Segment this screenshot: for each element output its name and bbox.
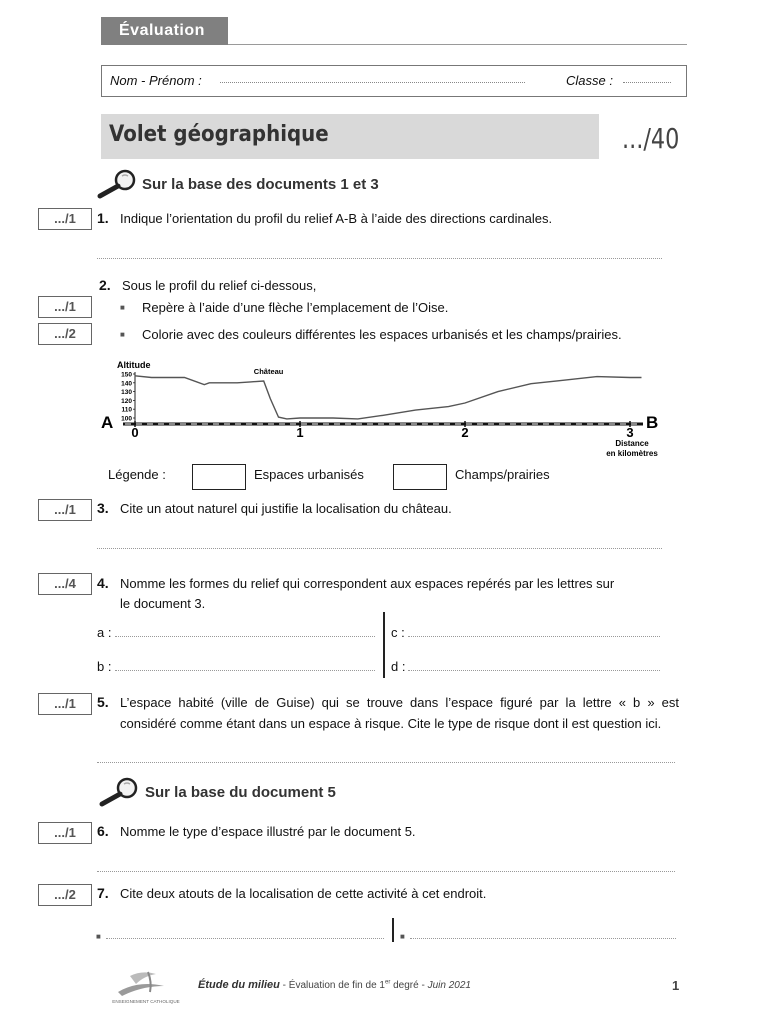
q5-number: 5. — [97, 694, 109, 710]
score-q4: .../4 — [38, 573, 92, 595]
footer-info — [198, 979, 471, 991]
q1-number: 1. — [97, 210, 109, 226]
q1-text: Indique l’orientation du profil du relief A-B à l’aide des directions cardinales. — [120, 211, 553, 226]
bullet-icon: ■ — [96, 932, 101, 941]
q7-text: Cite deux atouts de la localisation de cette activité à cet endroit. — [120, 886, 487, 901]
footer-info-prefix: - Évaluation de fin de 1 — [279, 980, 385, 991]
q4-answer-d[interactable] — [408, 670, 660, 671]
x-tick-label: 2 — [461, 425, 469, 440]
q4-label-c: c : — [391, 625, 405, 640]
section-title: Volet géographique — [109, 122, 329, 147]
subsection-title-2: Sur la base du document 5 — [145, 784, 336, 801]
q3-text: Cite un atout naturel qui justifie la localisation du château. — [120, 501, 452, 516]
logo-text: ENSEIGNEMENT CATHOLIQUE — [112, 999, 180, 1004]
name-label: Nom - Prénom : — [110, 73, 202, 88]
y-tick-label: 130 — [121, 389, 132, 397]
legend-item-fields: Champs/prairies — [455, 467, 550, 482]
q7-answer-2[interactable] — [410, 938, 676, 939]
magnifier-icon — [96, 168, 142, 200]
total-score: .../40 — [622, 122, 680, 155]
score-q6: .../1 — [38, 822, 92, 844]
y-tick-label: 100 — [121, 415, 132, 423]
chateau-annotation: Château — [253, 366, 284, 376]
q4-number: 4. — [97, 575, 109, 591]
y-tick-label: 140 — [121, 380, 132, 388]
y-tick-label: 120 — [121, 397, 132, 405]
q4-column-divider — [383, 612, 385, 678]
profile-series-line — [135, 376, 642, 419]
legend-box-urban[interactable] — [192, 464, 246, 490]
section-banner — [101, 114, 599, 159]
x-tick-label: 3 — [626, 425, 634, 440]
header-tab: Évaluation — [101, 17, 228, 45]
school-logo — [108, 966, 184, 1006]
q4-label-b: b : — [97, 659, 112, 674]
q7-number: 7. — [97, 885, 109, 901]
name-field[interactable] — [220, 82, 525, 83]
q3-number: 3. — [97, 500, 109, 516]
q5-text-line1: L’espace habité (ville de Guise) qui se trouve dans l’espace figuré par la lettre « b » est — [120, 695, 679, 710]
legend-item-urban: Espaces urbanisés — [254, 467, 364, 482]
q4-text-line2: le document 3. — [120, 596, 206, 611]
q7-answer-1[interactable] — [106, 938, 384, 939]
q7-column-divider — [392, 918, 394, 942]
endpoint-b: B — [646, 413, 659, 432]
legend-box-fields[interactable] — [393, 464, 447, 490]
q2-text: Sous le profil du relief ci-dessous, — [122, 278, 317, 293]
y-tick-label: 110 — [121, 406, 132, 414]
q6-answer-line[interactable] — [97, 871, 675, 872]
class-field[interactable] — [623, 82, 671, 83]
bullet-icon: ■ — [120, 330, 125, 339]
relief-profile-chart — [95, 356, 675, 462]
x-tick-label: 1 — [296, 425, 304, 440]
footer-sup: er — [384, 979, 391, 986]
score-q1: .../1 — [38, 208, 92, 230]
q2-number: 2. — [99, 277, 111, 293]
chart-ylabel: Altitude — [117, 360, 151, 370]
y-tick-label: 150 — [121, 371, 132, 379]
endpoint-a: A — [101, 413, 114, 432]
bullet-icon: ■ — [120, 303, 125, 312]
q6-text: Nomme le type d’espace illustré par le document 5. — [120, 824, 416, 839]
identity-box — [101, 65, 687, 97]
q5-answer-line[interactable] — [97, 762, 675, 763]
q4-label-a: a : — [97, 625, 112, 640]
bullet-icon: ■ — [400, 932, 405, 941]
q3-answer-line[interactable] — [97, 548, 662, 549]
score-q2-a: .../1 — [38, 296, 92, 318]
chart-xlabel-line1: Distance — [615, 439, 649, 448]
subsection-title-1: Sur la base des documents 1 et 3 — [142, 176, 379, 193]
score-q5: .../1 — [38, 693, 92, 715]
score-q2-b: .../2 — [38, 323, 92, 345]
q2-bullet-2: Colorie avec des couleurs différentes les espaces urbanisés et les champs/prairies. — [142, 327, 622, 342]
score-q3: .../1 — [38, 499, 92, 521]
q6-number: 6. — [97, 823, 109, 839]
q4-label-d: d : — [391, 659, 406, 674]
q4-text-line1: Nomme les formes du relief qui correspondent aux espaces repérés par les lettres sur — [120, 576, 615, 591]
class-label: Classe : — [566, 73, 613, 88]
q5-text-line2: considéré comme étant dans un espace à risque. Cite le type de risque dont il est question ici. — [120, 716, 662, 731]
q2-bullet-1: Repère à l’aide d’une flèche l’emplacement de l’Oise. — [142, 300, 449, 315]
q4-answer-a[interactable] — [115, 636, 375, 637]
page-number: 1 — [672, 978, 680, 993]
footer-date: Juin 2021 — [427, 980, 471, 991]
q4-answer-c[interactable] — [408, 636, 660, 637]
footer-info-mid: degré - — [390, 980, 428, 991]
score-q7: .../2 — [38, 884, 92, 906]
chart-xlabel-line2: en kilomètres — [606, 449, 658, 458]
header-divider — [228, 44, 687, 45]
q4-answer-b[interactable] — [115, 670, 375, 671]
q1-answer-line[interactable] — [97, 258, 662, 259]
x-tick-label: 0 — [131, 425, 139, 440]
magnifier-icon — [98, 776, 144, 808]
footer-course: Étude du milieu — [198, 979, 280, 991]
legend-label: Légende : — [108, 467, 166, 482]
